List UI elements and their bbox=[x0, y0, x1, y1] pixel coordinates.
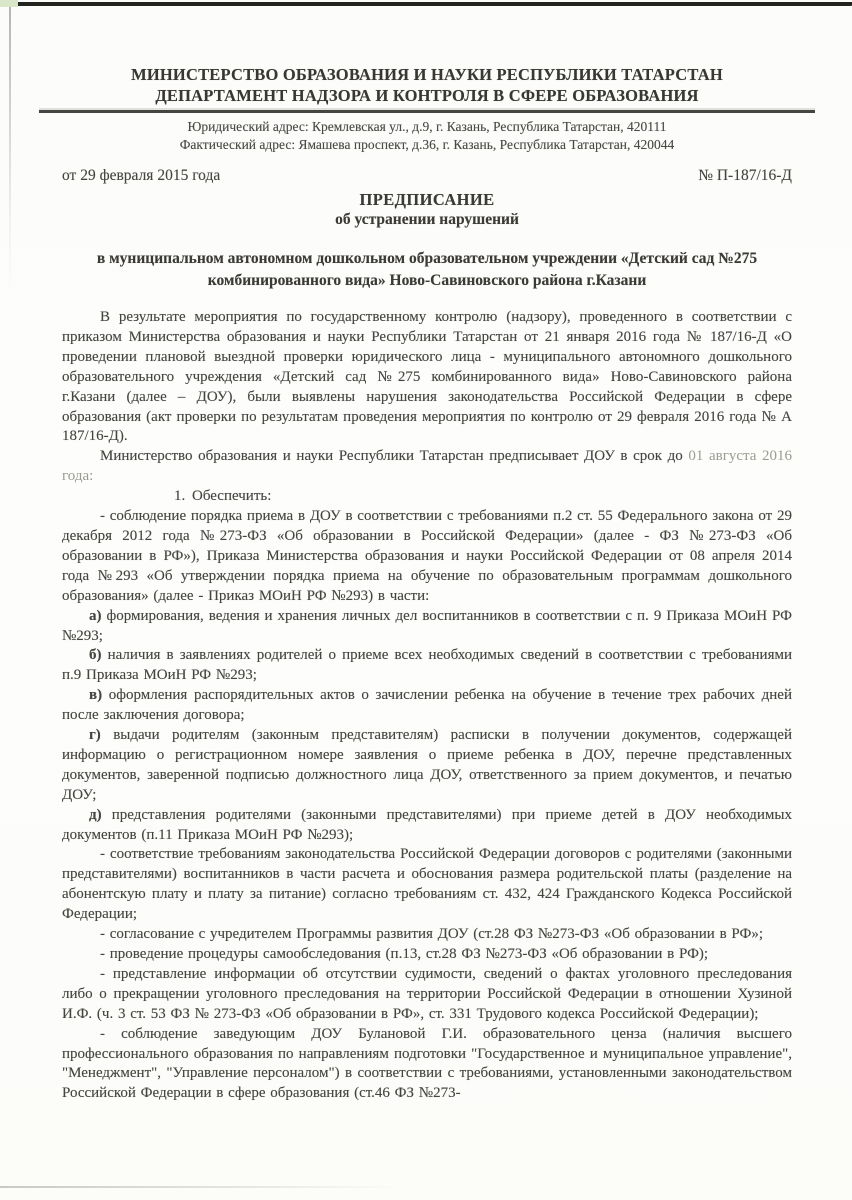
paragraph-text: наличия в заявлениях родителей о приеме всех необходимых сведений в соответствии с требованиями п.9 Приказа МОиН РФ №293; bbox=[62, 647, 792, 684]
paragraph bbox=[62, 945, 792, 965]
paragraph-text: - соблюдение порядка приема в ДОУ в соответствии с требованиями п.2 ст. 55 Федерального закона от 29 декабря 2012 года №273-ФЗ «Об образовании в Российской Федерации» (далее - ФЗ №273-ФЗ «Об образовании в РФ»), Приказа Министерства образования и науки Российской Федерации от 08 апреля 2014 года №293 «Об утверждении порядка приема на обучение по образовательным программам дошкольного образования» (далее - Приказ МОиН РФ №293) в части: bbox=[62, 508, 792, 604]
document-date: от 29 февраля 2015 года bbox=[62, 167, 221, 184]
paragraph-text: в) bbox=[89, 687, 103, 704]
paragraph-text: г) bbox=[89, 727, 101, 744]
paragraph bbox=[62, 447, 792, 487]
paragraph bbox=[62, 507, 792, 607]
paragraph bbox=[62, 646, 792, 686]
paragraph bbox=[62, 806, 792, 846]
paragraph bbox=[62, 487, 792, 507]
paragraph-text: 01 августа 2016 года: bbox=[62, 448, 792, 485]
legal-address: Юридический адрес: Кремлевская ул., д.9, г. Казань, Республика Татарстан, 420111 bbox=[187, 119, 667, 134]
scan-bottom-edge bbox=[0, 1186, 400, 1188]
letterhead bbox=[62, 64, 792, 153]
paragraph bbox=[62, 965, 792, 1025]
paragraph bbox=[62, 845, 792, 925]
paragraph-text: - соответствие требованиям законодательства Российской Федерации договоров с родителями (законными представителями) воспитанников в части расчета и обоснования размера родительской платы (разделение на абонентскую плату и плату за питание) согласно требованиям ст. 432, 424 Гражданского Кодекса Российской Федерации; bbox=[62, 846, 792, 923]
paragraph-text: представления родителями (законными представителями) при приеме детей в ДОУ необходимых документов (п.11 Приказа МОиН РФ №293); bbox=[62, 806, 792, 843]
list-number: 1. bbox=[174, 488, 186, 505]
document-meta-row bbox=[62, 166, 792, 186]
title-main: ПРЕДПИСАНИЕ bbox=[359, 190, 495, 209]
paragraph-text: - представление информации об отсутствии судимости, сведений о фактах уголовного преследования либо о прекращении уголовного преследования на территории Российской Федерации в отношении Хузиной И.Ф. (ч. 3 ст. 53 ФЗ № 273-ФЗ «Об образовании в РФ», ст. 331 Трудового кодекса Российской Федерации); bbox=[62, 965, 792, 1022]
letterhead-divider bbox=[39, 110, 815, 113]
paragraph-text: - согласование с учредителем Программы развития ДОУ (ст.28 ФЗ №273-ФЗ «Об образовании в РФ»; bbox=[100, 926, 764, 943]
title-sub: об устранении нарушений bbox=[335, 211, 519, 228]
paragraph bbox=[62, 726, 792, 806]
department-name: ДЕПАРТАМЕНТ НАДЗОРА И КОНТРОЛЯ В СФЕРЕ ОБРАЗОВАНИЯ bbox=[155, 86, 699, 105]
ministry-name: МИНИСТЕРСТВО ОБРАЗОВАНИЯ И НАУКИ РЕСПУБЛИКИ ТАТАРСТАН bbox=[131, 65, 723, 84]
paragraph-text: - проведение процедуры самообследования (п.13, ст.28 ФЗ №273-ФЗ «Об образовании в РФ); bbox=[100, 946, 709, 962]
document-body bbox=[62, 308, 792, 1104]
paragraph-text: В результате мероприятия по государственному контролю (надзору), проведенного в соответствии с приказом Министерства образования и науки Республики Татарстан от 21 января 2016 года № 187/16-Д «О проведении плановой выездной проверки юридического лица - муниципального автономного дошкольного образовательного учреждения «Детский сад №275 комбинированного вида» Ново-Савиновского района г.Казани (далее – ДОУ), были выявлены нарушения законодательства Российской Федерации в сфере образования (акт проверки по результатам проведения мероприятия по контролю от 29 февраля 2016 года № А 187/16-Д). bbox=[62, 309, 792, 445]
paragraph-text: Обеспечить: bbox=[192, 488, 272, 505]
document-number: № П-187/16-Д bbox=[698, 167, 792, 184]
actual-address: Фактический адрес: Ямашева проспект, д.36, г. Казань, Республика Татарстан, 420044 bbox=[179, 136, 675, 152]
paragraph bbox=[62, 607, 792, 647]
paragraph bbox=[62, 925, 792, 945]
paragraph-text: д) bbox=[89, 806, 102, 823]
document-title bbox=[62, 189, 792, 229]
paragraph bbox=[62, 1025, 792, 1105]
scan-corner-artifact bbox=[0, 0, 18, 7]
paragraph-text: - соблюдение заведующим ДОУ Булановой Г.И. образовательного ценза (наличия высшего профессионального образования по направлениям подготовки "Государственное и муниципальное управление", "Менеджмент", "Управление персоналом") в соответствии с требованиями, установленными законодательством Российской Федерации в сфере образования (ст.46 ФЗ №273- bbox=[62, 1025, 792, 1102]
paragraph-text: выдачи родителям (законным представителям) расписки в получении документов, содержащей информацию о регистрационном номере заявления о приеме ребенка в ДОУ, перечне представленных документов, заверенной подписью должностного лица ДОУ, ответственного за прием документов, и печатью ДОУ; bbox=[62, 727, 792, 803]
paragraph-text: Министерство образования и науки Республики Татарстан предписывает ДОУ в срок до bbox=[100, 448, 689, 465]
paragraph-text: а) bbox=[89, 607, 102, 624]
paragraph bbox=[62, 686, 792, 726]
paragraph-text: оформления распорядительных актов о зачислении ребенка на обучение в течение трех рабочих дней после заключения договора; bbox=[62, 687, 792, 724]
paragraph-text: формирования, ведения и хранения личных дел воспитанников в соответствии с п. 9 Приказа МОиН РФ №293; bbox=[62, 607, 792, 644]
paragraph-text: б) bbox=[89, 647, 102, 664]
document-subject: в муниципальном автономном дошкольном образовательном учреждении «Детский сад №275 комбинированного вида» Ново-Савиновского района г.Казани bbox=[96, 250, 758, 289]
paragraph bbox=[62, 308, 792, 447]
